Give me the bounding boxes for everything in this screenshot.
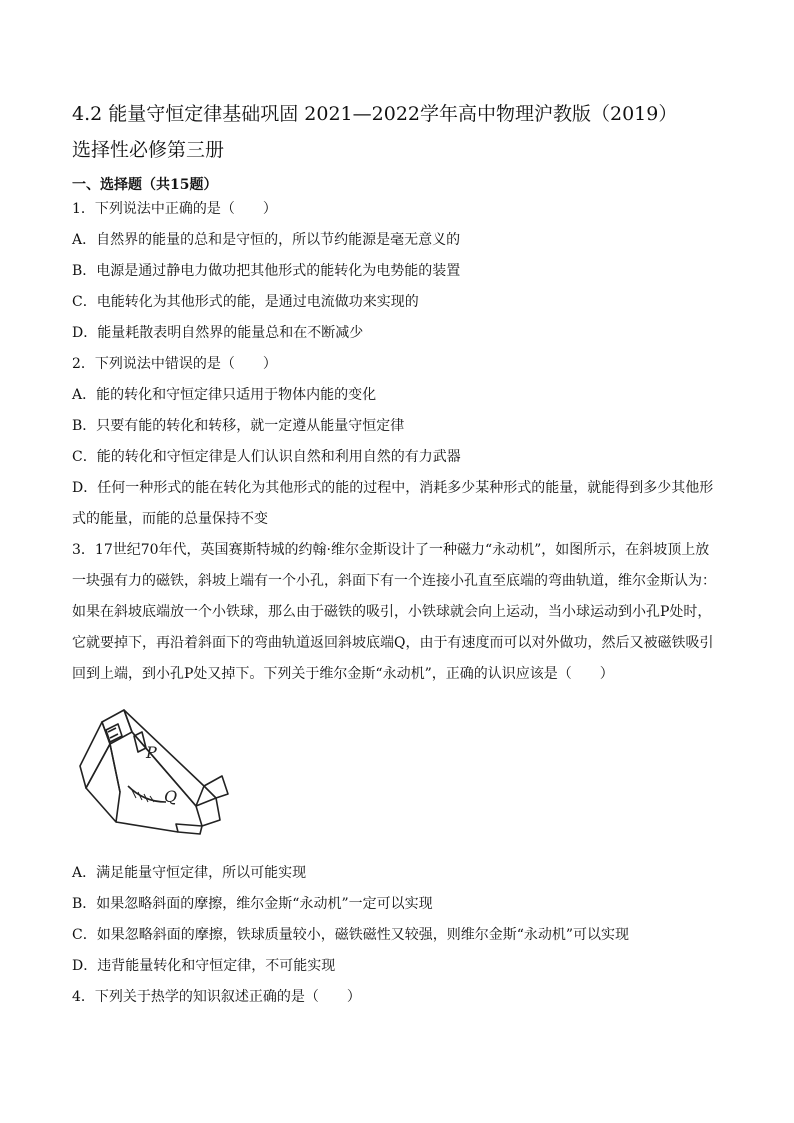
label-p: P <box>146 743 157 762</box>
doc-title-line-1: 4.2 能量守恒定律基础巩固 2021—2022学年高中物理沪教版（2019） <box>72 103 678 125</box>
block-left-face <box>80 722 110 788</box>
q2-option-c: C．能的转化和守恒定律是人们认识自然和利用自然的有力武器 <box>72 449 461 465</box>
q1-option-c: C．电能转化为其他形式的能，是通过电流做功来实现的 <box>72 294 419 310</box>
document-page <box>72 96 722 1013</box>
magnet-ramp-diagram <box>72 702 272 850</box>
q3-option-b: B．如果忽略斜面的摩擦，维尔金斯“永动机”一定可以实现 <box>72 896 433 912</box>
question-3-stem: 3．17世纪70年代，英国赛斯特城的约翰·维尔金斯设计了一种磁力“永动机”，如图所示，在斜坡顶上放一块强有力的磁铁，斜坡上端有一个小孔，斜面下有一个连接小孔直至底端的弯曲轨道，维尔金斯认为：如果在斜坡底端放一个小铁球，那么由于磁铁的吸引，小铁球就会向上运动，当小球运动到小孔P处时，它就要掉下，再沿着斜面下的弯曲轨道返回斜坡底端Q，由于有速度而可以对外做功，然后又被磁铁吸引回到上端，到小孔P处又掉下。下列关于维尔金斯“永动机”，正确的认识应该是（ ） <box>72 542 716 682</box>
q3-option-d: D．违背能量转化和守恒定律，不可能实现 <box>72 958 336 974</box>
q2-option-b: B．只要有能的转化和转移，就一定遵从能量守恒定律 <box>72 418 405 434</box>
q1-option-d: D．能量耗散表明自然界的能量总和在不断减少 <box>72 325 364 341</box>
question-2 <box>72 349 722 535</box>
q2-option-a: A．能的转化和守恒定律只适用于物体内能的变化 <box>72 387 377 403</box>
q1-option-b: B．电源是通过静电力做功把其他形式的能转化为电势能的装置 <box>72 263 461 279</box>
block-front-face <box>86 744 120 822</box>
doc-title-line-2: 选择性必修第三册 <box>72 139 225 161</box>
q2-option-d: D．任何一种形式的能在转化为其他形式的能的过程中，消耗多少某种形式的能量，就能得到多少其他形式的能量，而能的总量保持不变 <box>72 480 714 527</box>
question-1-stem: 1．下列说法中正确的是（ ） <box>72 201 277 217</box>
q3-option-c: C．如果忽略斜面的摩擦，铁球质量较小，磁铁磁性又较强，则维尔金斯“永动机”可以实现 <box>72 927 630 943</box>
q3-option-a: A．满足能量守恒定律，所以可能实现 <box>72 865 307 881</box>
question-1 <box>72 194 722 349</box>
label-q: Q <box>164 787 178 806</box>
section-heading: 一、选择题（共15题） <box>72 177 218 193</box>
question-3 <box>72 535 722 982</box>
question-4 <box>72 982 722 1013</box>
q1-option-a: A．自然界的能量的总和是守恒的，所以节约能源是毫无意义的 <box>72 232 461 248</box>
question-4-stem: 4．下列关于热学的知识叙述正确的是（ ） <box>72 989 361 1005</box>
question-2-stem: 2．下列说法中错误的是（ ） <box>72 356 277 372</box>
perpetual-motion-figure <box>72 702 722 850</box>
ramp-bottom-piece <box>196 798 220 826</box>
